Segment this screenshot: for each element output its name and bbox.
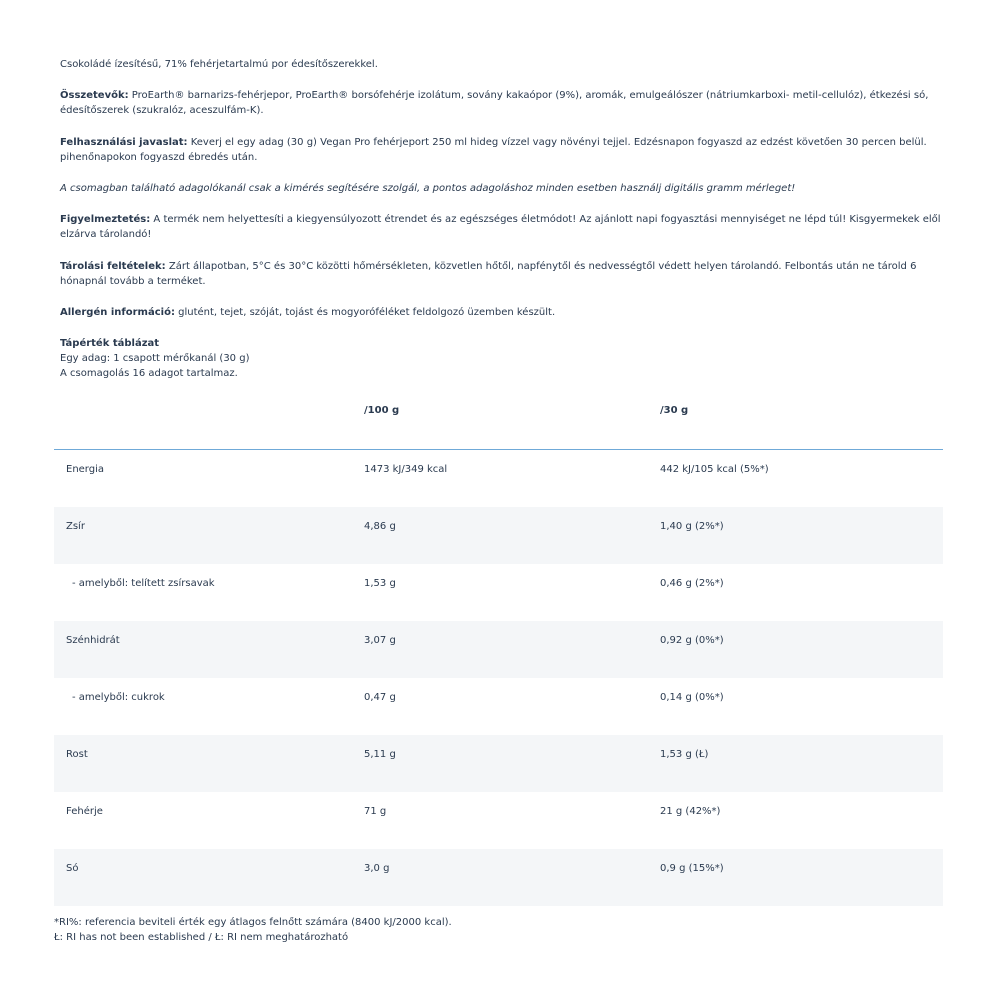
- value-per30: 0,46 g (2%*): [660, 578, 724, 589]
- product-intro: Csokoládé ízesítésű, 71% fehérjetartalmú por édesítőszerekkel.: [60, 59, 378, 70]
- table-row: [54, 792, 943, 849]
- nutrient-name: - amelyből: cukrok: [72, 692, 165, 703]
- warning-text: A termék nem helyettesíti a kiegyensúlyozott étrendet és az egészséges életmódot! Az ajánlott napi fogyasztási mennyiséget ne lépd túl! Kisgyermekek elől elzárva tárolandó!: [60, 214, 941, 240]
- column-header-per100: /100 g: [364, 405, 400, 416]
- servings-per-pack: A csomagolás 16 adagot tartalmaz.: [60, 368, 238, 379]
- value-per100: 3,07 g: [364, 635, 396, 646]
- storage-text: Zárt állapotban, 5°C és 30°C közötti hőmérsékleten, közvetlen hőtől, napfénytől és nedvességtől védett helyen tárolandó. Felbontás után ne tárold 6 hónapnál tovább a terméket.: [60, 261, 917, 287]
- nutrient-name: - amelyből: telített zsírsavak: [72, 578, 215, 589]
- value-per100: 71 g: [364, 806, 387, 817]
- value-per30: 0,92 g (0%*): [660, 635, 724, 646]
- value-per30: 0,14 g (0%*): [660, 692, 724, 703]
- footnote-ri: *RI%: referencia beviteli érték egy átlagos felnőtt számára (8400 kJ/2000 kcal).: [54, 917, 452, 928]
- table-row: [54, 564, 943, 621]
- table-row: [54, 678, 943, 735]
- value-per100: 3,0 g: [364, 863, 390, 874]
- value-per30: 1,40 g (2%*): [660, 521, 724, 532]
- scoop-note: A csomagban található adagolókanál csak a kimérés segítésére szolgál, a pontos adagoláshoz minden esetben használj digitális gramm mérleget!: [60, 183, 796, 194]
- nutrient-name: Fehérje: [66, 806, 103, 817]
- value-per100: 4,86 g: [364, 521, 396, 532]
- table-row: [54, 849, 943, 906]
- ingredients-label: Összetevők:: [60, 90, 129, 101]
- serving-size: Egy adag: 1 csapott mérőkanál (30 g): [60, 353, 250, 364]
- table-row: [54, 507, 943, 564]
- allergen-paragraph: [60, 305, 950, 320]
- storage-label: Tárolási feltételek:: [60, 261, 166, 272]
- value-per100: 1473 kJ/349 kcal: [364, 464, 448, 475]
- usage-paragraph: [60, 135, 950, 165]
- value-per30: 442 kJ/105 kcal (5%*): [660, 464, 769, 475]
- nutrient-name: Energia: [66, 464, 104, 475]
- allergen-label: Allergén információ:: [60, 307, 175, 318]
- ingredients-text: ProEarth® barnarizs-fehérjepor, ProEarth® borsófehérje izolátum, sovány kakaópor (9%), aromák, emulgeálószer (nátriumkarboxi- metil-cellulóz), étkezési só, édesítőszerek (szukralóz, aceszulfám-K).: [60, 90, 929, 116]
- allergen-text: glutént, tejet, szóját, tojást és mogyoróféléket feldolgozó üzemben készült.: [174, 307, 556, 318]
- nutrition-title: Tápérték táblázat: [60, 338, 160, 349]
- value-per30: 0,9 g (15%*): [660, 863, 724, 874]
- table-row: [54, 735, 943, 792]
- nutrient-name: Rost: [66, 749, 88, 760]
- usage-text: Keverj el egy adag (30 g) Vegan Pro fehérjeport 250 ml hideg vízzel vagy növényi tejjel. Edzésnapon fogyaszd az edzést követően 30 percen belül. pihenőnapokon fogyaszd ébredés után.: [60, 137, 927, 163]
- nutrient-name: Szénhidrát: [66, 635, 120, 646]
- storage-paragraph: [60, 259, 950, 289]
- warning-label: Figyelmeztetés:: [60, 214, 151, 225]
- value-per30: 21 g (42%*): [660, 806, 721, 817]
- nutrition-header-block: [60, 336, 249, 381]
- footnote-ri-not-established: Ł: RI has not been established / Ł: RI nem meghatározható: [54, 932, 349, 943]
- table-row: [54, 450, 943, 507]
- value-per100: 1,53 g: [364, 578, 396, 589]
- value-per100: 0,47 g: [364, 692, 396, 703]
- table-row: [54, 621, 943, 678]
- nutrient-name: Zsír: [66, 521, 85, 532]
- value-per30: 1,53 g (Ł): [660, 749, 709, 760]
- usage-label: Felhasználási javaslat:: [60, 137, 188, 148]
- column-header-per30: /30 g: [660, 405, 689, 416]
- warning-paragraph: [60, 212, 950, 242]
- value-per100: 5,11 g: [364, 749, 396, 760]
- ingredients-paragraph: [60, 88, 950, 118]
- nutrient-name: Só: [66, 863, 79, 874]
